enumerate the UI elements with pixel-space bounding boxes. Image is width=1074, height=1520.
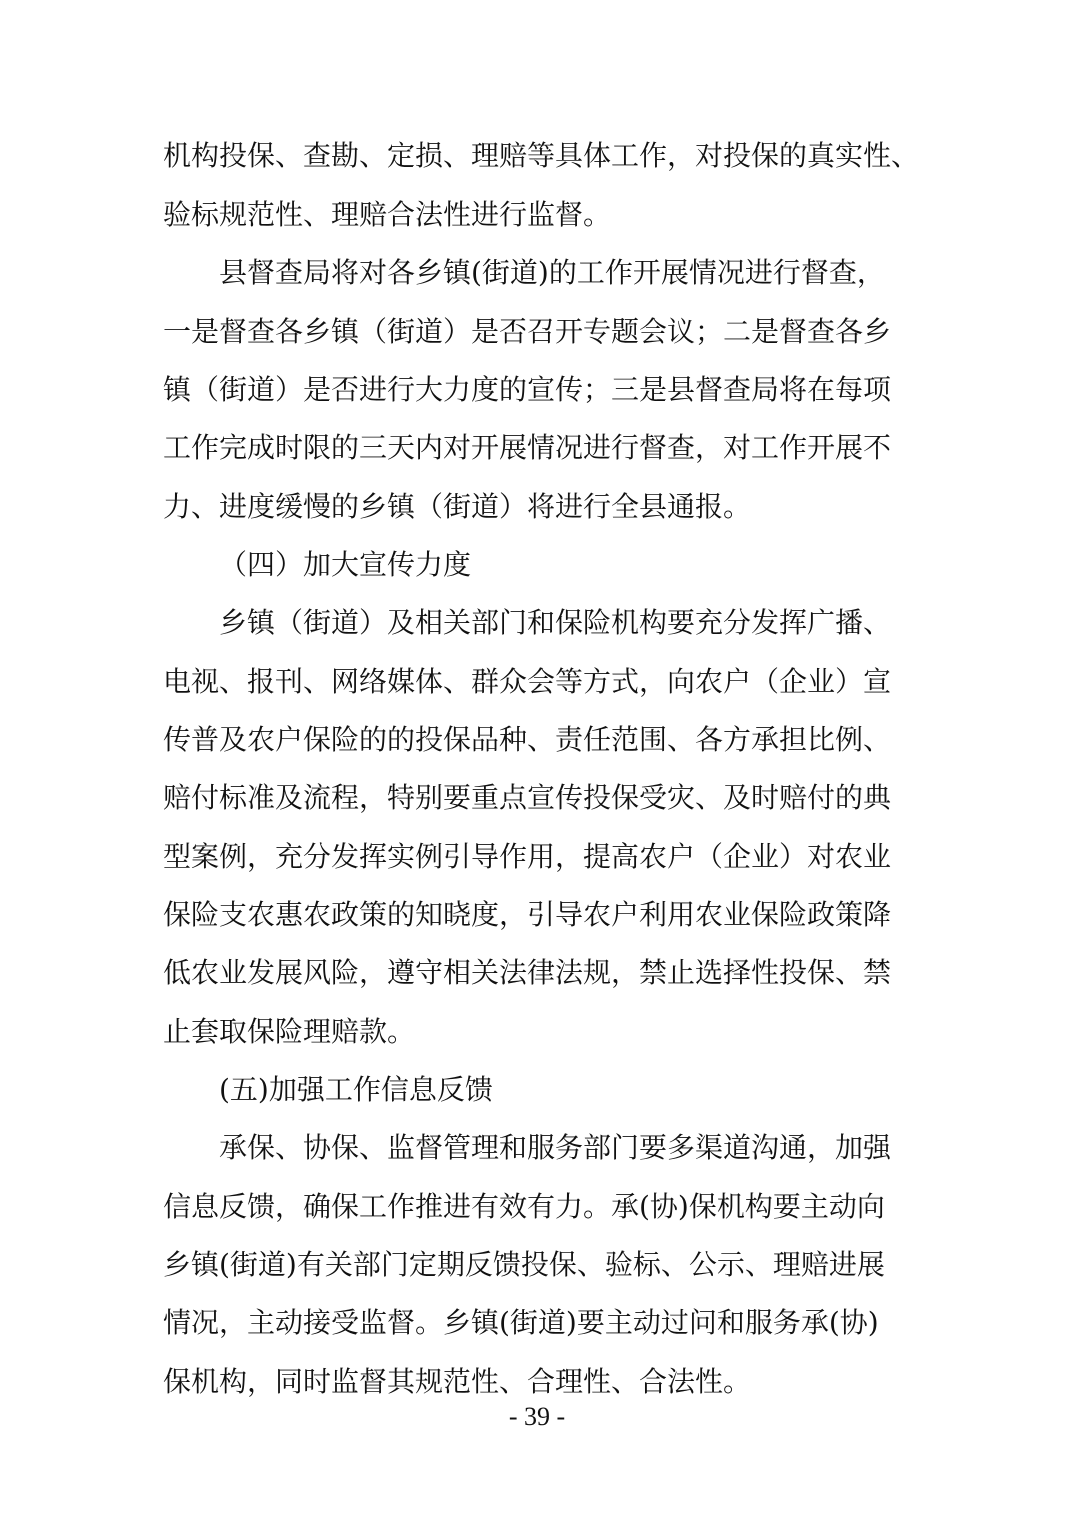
paragraph-line: 验标规范性、理赔合法性进行监督。	[163, 198, 612, 231]
paragraph-line: 乡镇(街道)有关部门定期反馈投保、验标、公示、理赔进展	[163, 1248, 885, 1281]
paragraph-line: 承保、协保、监督管理和服务部门要多渠道沟通，加强	[219, 1131, 892, 1164]
paragraph-line: 力、进度缓慢的乡镇（街道）将进行全县通报。	[163, 490, 752, 523]
paragraph-line: 一是督查各乡镇（街道）是否召开专题会议；二是督查各乡	[163, 315, 892, 348]
paragraph-line: 低农业发展风险，遵守相关法律法规，禁止选择性投保、禁	[163, 956, 892, 989]
paragraph-line: 赔付标准及流程，特别要重点宣传投保受灾、及时赔付的典	[163, 781, 892, 814]
paragraph-line: 机构投保、查勘、定损、理赔等具体工作，对投保的真实性、	[163, 139, 920, 172]
paragraph-line: 情况，主动接受监督。乡镇(街道)要主动过问和服务承(协)	[163, 1306, 879, 1339]
paragraph-line: 信息反馈，确保工作推进有效有力。承(协)保机构要主动向	[163, 1190, 885, 1223]
page-number: - 39 -	[508, 1402, 566, 1431]
paragraph-line: 工作完成时限的三天内对开展情况进行督查，对工作开展不	[163, 431, 892, 464]
section-heading-5: (五)加强工作信息反馈	[219, 1073, 493, 1106]
paragraph-line: 传普及农户保险的的投保品种、责任范围、各方承担比例、	[163, 723, 892, 756]
paragraph-line: 保机构，同时监督其规范性、合理性、合法性。	[163, 1365, 752, 1398]
paragraph-line: 县督查局将对各乡镇(街道)的工作开展情况进行督查，	[219, 256, 885, 289]
paragraph-line: 止套取保险理赔款。	[163, 1015, 416, 1048]
paragraph-line: 电视、报刊、网络媒体、群众会等方式，向农户（企业）宣	[163, 665, 892, 698]
paragraph-line: 乡镇（街道）及相关部门和保险机构要充分发挥广播、	[219, 606, 892, 639]
paragraph-line: 保险支农惠农政策的知晓度，引导农户利用农业保险政策降	[163, 898, 892, 931]
section-heading-4: （四）加大宣传力度	[219, 548, 472, 581]
paragraph-line: 型案例，充分发挥实例引导作用，提高农户（企业）对农业	[163, 840, 892, 873]
paragraph-line: 镇（街道）是否进行大力度的宣传；三是县督查局将在每项	[163, 373, 892, 406]
